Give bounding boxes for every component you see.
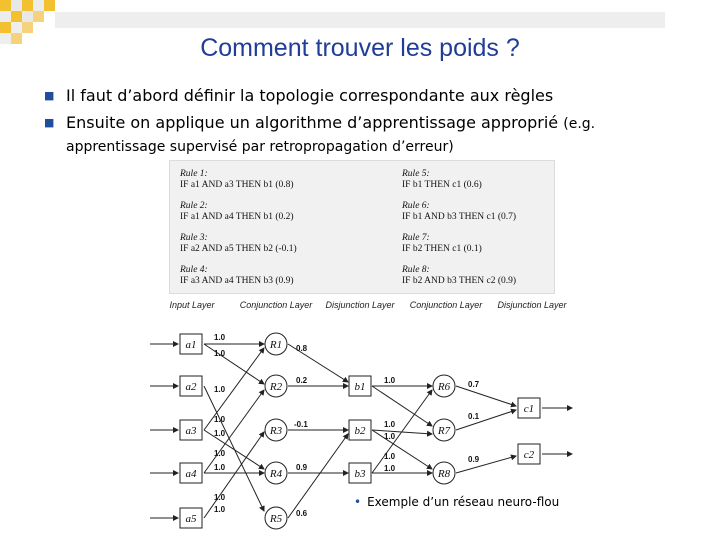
input-node-a3: a3	[185, 425, 197, 437]
layer-label-input: Input Layer	[169, 300, 215, 310]
square-bullet-icon: ■	[44, 89, 55, 102]
rule-block	[180, 201, 297, 223]
output-node-c2: c2	[523, 449, 535, 461]
rule-text: IF a1 AND a3 THEN b1 (0.8)	[180, 180, 294, 190]
node-b2: b2	[354, 425, 366, 437]
layer-label-conj1: Conjunction Layer	[239, 300, 313, 310]
node-b3: b3	[354, 468, 366, 480]
node-b1: b1	[354, 381, 366, 393]
weight-label: 1.0	[214, 493, 226, 502]
rule-label: Rule 8:	[402, 265, 430, 275]
page-title: Comment trouver les poids ?	[200, 34, 520, 62]
weight-label: 1.0	[384, 464, 396, 473]
rule-node-r1: R1	[269, 339, 283, 351]
layer-label-disj1: Disjunction Layer	[325, 300, 395, 310]
input-node-a1: a1	[185, 339, 197, 351]
rule-text: IF b1 AND b3 THEN c1 (0.7)	[402, 212, 517, 222]
weight-label: 1.0	[214, 385, 226, 394]
rule-block	[402, 201, 516, 223]
layer-label-disj2: Disjunction Layer	[497, 300, 567, 310]
bullet-2-text: Ensuite on applique un algorithme d’apprentissage approprié	[66, 113, 559, 132]
rule-label: Rule 7:	[402, 233, 430, 243]
rule-text: IF b1 THEN c1 (0.6)	[402, 180, 482, 190]
bullet-2-continuation: apprentissage supervisé par retropropagation d’erreur)	[66, 139, 454, 155]
bullet-1-text: Il faut d’abord définir la topologie correspondante aux règles	[66, 86, 554, 105]
weight-label: 1.0	[384, 452, 396, 461]
rules-right-column	[402, 169, 516, 297]
input-node-a2: a2	[185, 381, 197, 393]
rule-node-r7: R7	[437, 425, 451, 437]
weight-label: 1.0	[214, 449, 226, 458]
rule-text: IF b2 AND b3 THEN c2 (0.9)	[402, 276, 517, 286]
weight-label: 1.0	[384, 432, 396, 441]
rule-text: IF a1 AND a4 THEN b1 (0.2)	[180, 212, 294, 222]
input-node-a4: a4	[185, 468, 197, 480]
bullet-dot-icon: •	[354, 495, 362, 509]
rule-label: Rule 6:	[402, 201, 430, 211]
rule-block	[180, 169, 297, 191]
bullet-2-small: (e.g.	[563, 116, 596, 132]
weight-label: 0.9	[468, 455, 480, 464]
rule-node-r8: R8	[437, 468, 451, 480]
rule-text: IF a3 AND a4 THEN b3 (0.9)	[180, 276, 294, 286]
rule-label: Rule 4:	[180, 265, 208, 275]
layer-label-conj2: Conjunction Layer	[409, 300, 483, 310]
weight-label: 1.0	[214, 349, 226, 358]
rule-node-r6: R6	[437, 381, 451, 393]
weight-label: 1.0	[214, 333, 226, 342]
rule-block	[180, 265, 297, 287]
weight-label: -0.1	[294, 420, 308, 429]
weight-label: 0.9	[296, 463, 308, 472]
bullet-2	[44, 113, 595, 132]
weight-label: 0.8	[296, 344, 308, 353]
rule-node-r4: R4	[269, 468, 283, 480]
weight-label: 1.0	[214, 505, 226, 514]
rule-block	[402, 265, 516, 287]
rule-label: Rule 3:	[180, 233, 208, 243]
rule-label: Rule 2:	[180, 201, 208, 211]
rule-node-r2: R2	[269, 381, 283, 393]
square-bullet-icon: ■	[44, 116, 55, 129]
weight-label: 0.2	[296, 376, 308, 385]
rule-label: Rule 5:	[402, 169, 430, 179]
output-node-c1: c1	[523, 403, 535, 415]
weight-label: 1.0	[384, 376, 396, 385]
rule-block	[180, 233, 297, 255]
rules-left-column	[180, 169, 297, 297]
weight-label: 1.0	[214, 429, 226, 438]
weight-label: 0.7	[468, 380, 480, 389]
header-bar	[55, 12, 665, 28]
figure-caption	[354, 495, 559, 509]
rule-text: IF b2 THEN c1 (0.1)	[402, 244, 482, 254]
weight-label: 0.1	[468, 412, 480, 421]
caption-text: Exemple d’un réseau neuro-flou	[367, 495, 560, 509]
rule-label: Rule 1:	[180, 169, 208, 179]
weight-label: 1.0	[384, 420, 396, 429]
weight-label: 1.0	[214, 463, 226, 472]
rule-block	[402, 233, 516, 255]
input-node-a5: a5	[185, 513, 197, 525]
weight-label: 0.6	[296, 509, 308, 518]
weight-label: 1.0	[214, 415, 226, 424]
rule-block	[402, 169, 516, 191]
rule-node-r5: R5	[269, 513, 283, 525]
rule-node-r3: R3	[269, 425, 283, 437]
rules-table	[169, 160, 555, 294]
bullet-1	[44, 86, 553, 105]
rule-text: IF a2 AND a5 THEN b2 (-0.1)	[180, 244, 297, 254]
